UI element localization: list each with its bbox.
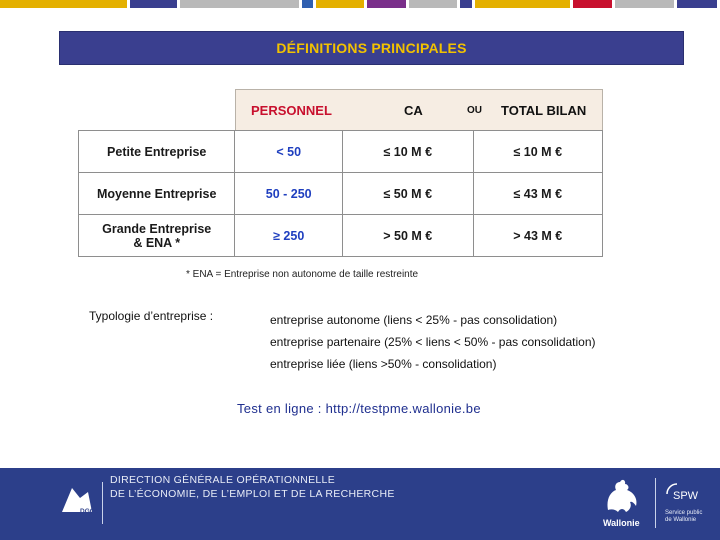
strip-segment xyxy=(677,0,717,8)
strip-segment xyxy=(367,0,407,8)
table-body xyxy=(78,130,603,257)
cell-ca: ≤ 10 M € xyxy=(343,131,474,172)
list-item: entreprise autonome (liens < 25% - pas consolidation) xyxy=(270,313,558,327)
spw-sub-line-1: Service public xyxy=(665,510,703,516)
list-item: entreprise liée (liens >50% - consolidation) xyxy=(270,357,497,371)
spw-sub-line-2: de Wallonie xyxy=(665,517,697,523)
strip-segment xyxy=(0,0,127,8)
top-color-strip xyxy=(0,0,720,8)
cell-total-bilan: ≤ 43 M € xyxy=(513,186,563,201)
strip-segment xyxy=(615,0,674,8)
typologie-label: Typologie d’entreprise : xyxy=(89,309,214,323)
header-ca: CA xyxy=(404,103,423,118)
row-label: Moyenne Entreprise xyxy=(79,173,235,214)
dgo6-badge-text: DGO6 xyxy=(80,508,98,515)
strip-segment xyxy=(316,0,363,8)
dgo6-logo-icon xyxy=(58,482,98,522)
typologie-list xyxy=(270,309,596,375)
strip-segment xyxy=(130,0,177,8)
cell-ca: > 50 M € xyxy=(343,215,474,256)
header-ou: OU xyxy=(467,105,482,116)
row-label xyxy=(79,215,235,256)
strip-segment xyxy=(180,0,299,8)
strip-segment xyxy=(302,0,314,8)
dgo-line-2: DE L’ÉCONOMIE, DE L’EMPLOI ET DE LA RECHERCHE xyxy=(110,488,395,500)
cell-personnel: ≥ 250 xyxy=(235,215,343,256)
footer-divider xyxy=(102,482,103,524)
row-label-line2: & ENA * xyxy=(133,235,181,250)
header-personnel: PERSONNEL xyxy=(251,103,332,118)
dgo-name xyxy=(110,473,395,501)
footer-divider xyxy=(655,478,656,528)
spw-logo-icon xyxy=(665,482,705,506)
test-online-link[interactable]: Test en ligne : http://testpme.wallonie.be xyxy=(237,401,481,416)
table-row xyxy=(79,131,602,173)
page-title: DÉFINITIONS PRINCIPALES xyxy=(276,40,467,56)
header-total-bilan: TOTAL BILAN xyxy=(501,103,587,118)
strip-segment xyxy=(460,0,472,8)
strip-segment xyxy=(573,0,613,8)
ena-footnote: * ENA = Entreprise non autonome de taille restreinte xyxy=(186,269,419,280)
row-label-line1: Grande Entreprise xyxy=(102,221,212,236)
cell-total-bilan: ≤ 10 M € xyxy=(513,144,563,159)
table-row xyxy=(79,215,602,256)
strip-segment xyxy=(409,0,456,8)
cell-ca: ≤ 50 M € xyxy=(343,173,474,214)
spw-text: SPW xyxy=(673,490,699,502)
cell-personnel: 50 - 250 xyxy=(235,173,343,214)
dgo-line-1: DIRECTION GÉNÉRALE OPÉRATIONNELLE xyxy=(110,474,336,486)
rooster-logo-icon xyxy=(600,476,644,516)
table-header xyxy=(235,89,603,130)
strip-segment xyxy=(475,0,570,8)
footer-banner xyxy=(0,468,720,540)
cell-personnel: < 50 xyxy=(235,131,343,172)
wallonie-wordmark: Wallonie xyxy=(603,518,640,528)
title-bar xyxy=(59,31,684,65)
spw-subtitle xyxy=(665,510,702,524)
cell-total-bilan: > 43 M € xyxy=(513,228,563,243)
row-label: Petite Entreprise xyxy=(79,131,235,172)
list-item: entreprise partenaire (25% < liens < 50% - pas consolidation) xyxy=(270,335,596,349)
table-row xyxy=(79,173,602,215)
